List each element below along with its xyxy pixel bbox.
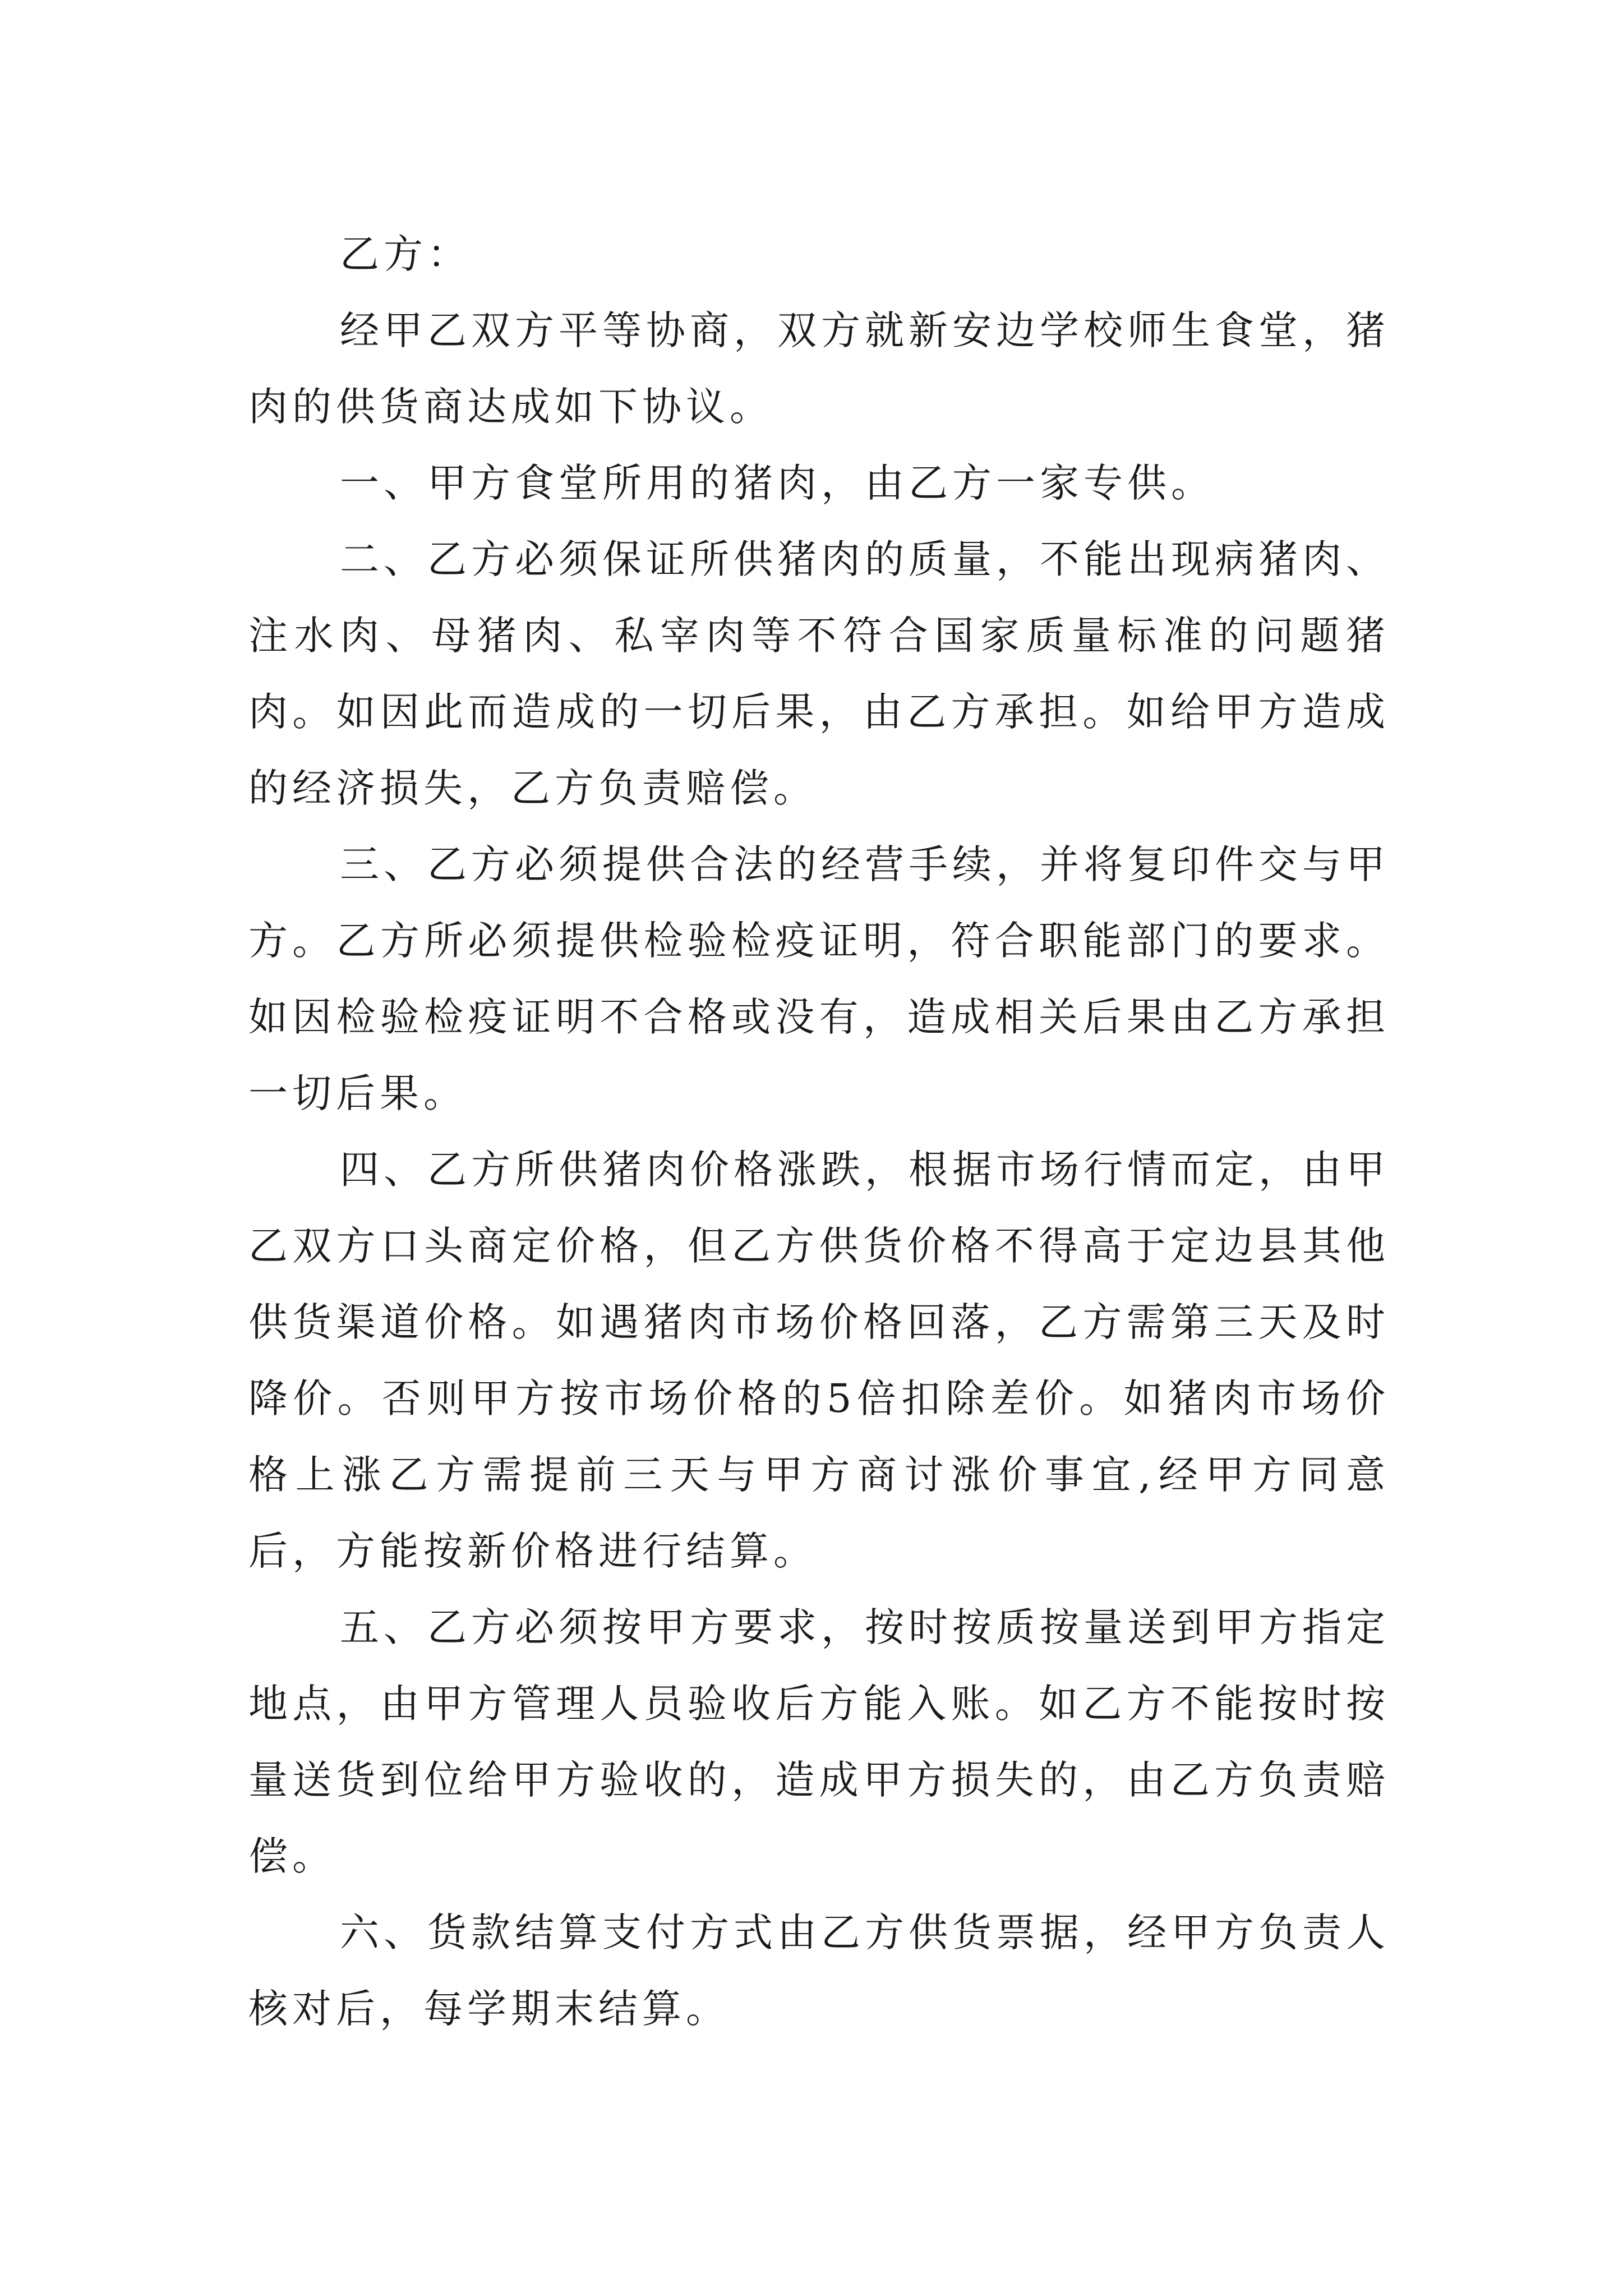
clause-6: 六、货款结算支付方式由乙方供货票据，经甲方负责人核对后，每学期末结算。 — [248, 1910, 1390, 2032]
document-body — [248, 216, 1390, 2047]
clause-3: 三、乙方必须提供合法的经营手续，并将复印件交与甲方。乙方所必须提供检验检疫证明，符合职能部门的要求。如因检验检疫证明不合格或没有，造成相关后果由乙方承担一切后果。 — [248, 841, 1390, 1116]
clause-2: 二、乙方必须保证所供猪肉的质量，不能出现病猪肉、注水肉、母猪肉、私宰肉等不符合国家质量标准的问题猪肉。如因此而造成的一切后果，由乙方承担。如给甲方造成的经济损失，乙方负责赔偿。 — [248, 536, 1390, 811]
party-b-label: 乙方： — [340, 231, 471, 277]
clause-1: 一、甲方食堂所用的猪肉，由乙方一家专供。 — [340, 460, 1215, 506]
intro-paragraph: 经甲乙双方平等协商，双方就新安边学校师生食堂，猪肉的供货商达成如下协议。 — [248, 307, 1390, 430]
clause-4: 四、乙方所供猪肉价格涨跌，根据市场行情而定，由甲乙双方口头商定价格，但乙方供货价格不得高于定边县其他供货渠道价格。如遇猪肉市场价格回落，乙方需第三天及时降价。否则甲方按市场价格的5倍扣除差价。如猪肉市场价格上涨乙方需提前三天与甲方商讨涨价事宜,经甲方同意后，方能按新价格进行结算。 — [248, 1147, 1390, 1574]
clause-5: 五、乙方必须按甲方要求，按时按质按量送到甲方指定地点，由甲方管理人员验收后方能入账。如乙方不能按时按量送货到位给甲方验收的，造成甲方损失的，由乙方负责赔偿。 — [248, 1604, 1390, 1879]
